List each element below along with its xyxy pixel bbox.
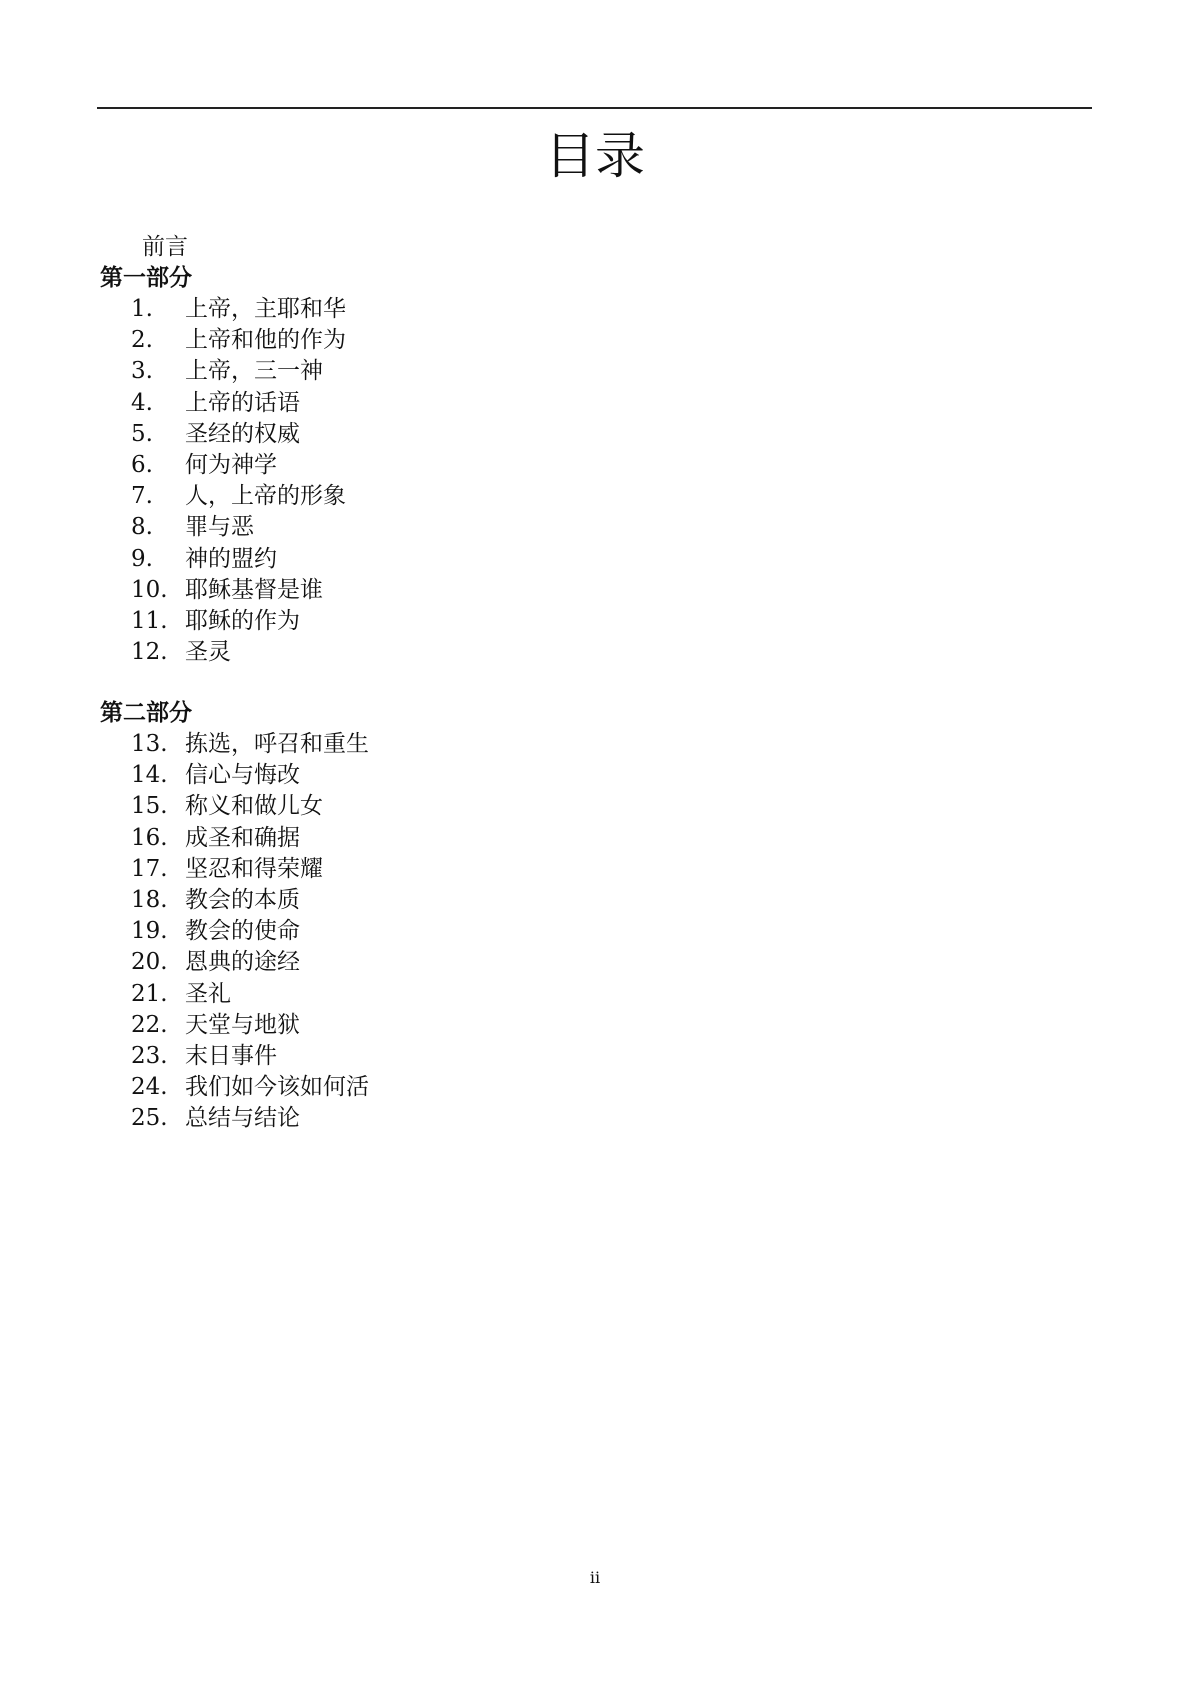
chapter-number: 3.	[131, 358, 153, 385]
chapter-title: 信心与悔改	[185, 762, 300, 789]
chapter-number: 17.	[131, 855, 168, 882]
toc-entry[interactable]	[0, 760, 600, 791]
chapter-number: 20.	[131, 949, 168, 976]
toc-entry[interactable]	[0, 885, 600, 916]
chapter-title: 圣经的权威	[185, 420, 300, 447]
toc-entry-preface[interactable]: 前言	[142, 234, 188, 260]
toc-entry[interactable]	[0, 325, 600, 356]
toc-entry[interactable]	[0, 637, 600, 668]
chapter-title: 成圣和确据	[185, 824, 300, 851]
chapter-number: 13.	[131, 731, 168, 757]
page-title: 目录	[545, 127, 645, 185]
chapter-title: 圣灵	[185, 639, 231, 666]
chapter-title: 耶稣基督是谁	[185, 576, 323, 603]
part-one-chapter-list	[0, 294, 600, 668]
chapter-number: 7.	[131, 483, 153, 510]
toc-entry[interactable]	[0, 1103, 600, 1134]
chapter-title: 上帝，三一神	[185, 358, 323, 385]
chapter-title: 总结与结论	[185, 1105, 300, 1132]
chapter-number: 11.	[131, 607, 168, 634]
chapter-number: 1.	[131, 296, 153, 322]
chapter-title: 末日事件	[185, 1042, 277, 1069]
chapter-title: 坚忍和得荣耀	[185, 855, 323, 882]
toc-entry[interactable]	[0, 791, 600, 822]
chapter-number: 15.	[131, 793, 168, 820]
chapter-title: 圣礼	[185, 980, 231, 1007]
chapter-title: 教会的使命	[185, 918, 300, 945]
toc-entry[interactable]	[0, 1072, 600, 1103]
toc-entry[interactable]	[0, 356, 600, 387]
chapter-number: 5.	[131, 420, 153, 447]
chapter-number: 21.	[131, 980, 168, 1007]
chapter-title: 拣选，呼召和重生	[185, 731, 369, 757]
chapter-number: 8.	[131, 514, 153, 541]
chapter-title: 神的盟约	[185, 545, 277, 572]
toc-entry[interactable]	[0, 419, 600, 450]
chapter-number: 12.	[131, 639, 168, 666]
toc-entry[interactable]	[0, 481, 600, 512]
toc-entry[interactable]	[0, 1041, 600, 1072]
toc-entry[interactable]	[0, 729, 600, 760]
chapter-title: 上帝的话语	[185, 389, 300, 416]
toc-entry[interactable]	[0, 294, 600, 325]
chapter-number: 10.	[131, 576, 168, 603]
chapter-number: 4.	[131, 389, 153, 416]
part-two-chapter-list	[0, 729, 600, 1134]
chapter-title: 恩典的途经	[185, 949, 300, 976]
chapter-title: 称义和做儿女	[185, 793, 323, 820]
toc-entry[interactable]	[0, 979, 600, 1010]
chapter-number: 25.	[131, 1105, 168, 1132]
toc-entry[interactable]	[0, 854, 600, 885]
chapter-title: 天堂与地狱	[185, 1011, 300, 1038]
chapter-number: 2.	[131, 327, 153, 354]
toc-entry[interactable]	[0, 823, 600, 854]
chapter-number: 18.	[131, 886, 168, 913]
chapter-title: 人，上帝的形象	[185, 483, 346, 510]
toc-entry[interactable]	[0, 575, 600, 606]
page-number: ii	[589, 1568, 601, 1587]
header-rule	[97, 107, 1092, 109]
chapter-title: 何为神学	[185, 451, 277, 478]
chapter-number: 6.	[131, 451, 153, 478]
toc-entry[interactable]	[0, 544, 600, 575]
toc-entry[interactable]	[0, 512, 600, 543]
chapter-number: 22.	[131, 1011, 168, 1038]
chapter-number: 19.	[131, 918, 168, 945]
toc-entry[interactable]	[0, 606, 600, 637]
chapter-title: 教会的本质	[185, 886, 300, 913]
toc-entry[interactable]	[0, 388, 600, 419]
chapter-number: 14.	[131, 762, 168, 789]
part-two-heading: 第二部分	[100, 699, 192, 726]
chapter-number: 23.	[131, 1042, 168, 1069]
toc-entry[interactable]	[0, 450, 600, 481]
chapter-title: 我们如今该如何活	[185, 1074, 369, 1101]
part-one-heading: 第一部分	[100, 264, 192, 291]
chapter-number: 16.	[131, 824, 168, 851]
chapter-title: 上帝和他的作为	[185, 327, 346, 354]
toc-entry[interactable]	[0, 916, 600, 947]
chapter-title: 罪与恶	[185, 514, 254, 541]
toc-entry[interactable]	[0, 1010, 600, 1041]
chapter-title: 上帝，主耶和华	[185, 296, 346, 322]
toc-entry[interactable]	[0, 947, 600, 978]
chapter-title: 耶稣的作为	[185, 607, 300, 634]
chapter-number: 9.	[131, 545, 153, 572]
chapter-number: 24.	[131, 1074, 168, 1101]
